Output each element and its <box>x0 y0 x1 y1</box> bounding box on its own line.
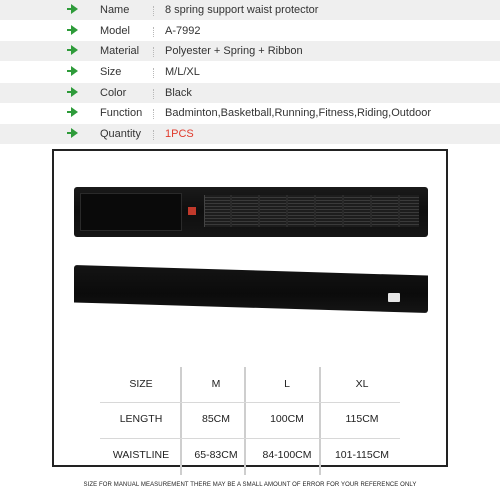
size-cell: 115CM <box>345 413 379 425</box>
size-cell: 84-100CM <box>262 449 312 461</box>
header-cell: M <box>211 378 221 390</box>
spec-value: Black <box>165 87 192 99</box>
spec-label: Color <box>100 86 127 99</box>
arrow-right-icon <box>71 4 78 14</box>
spec-row-size <box>0 62 500 82</box>
size-cell: 85CM <box>201 413 230 425</box>
spec-row-model <box>0 21 500 41</box>
spec-value: A-7992 <box>165 25 200 37</box>
row-label: WAISTLINE <box>112 449 170 461</box>
size-row-waistline <box>99 437 399 473</box>
spec-value: M/L/XL <box>165 66 200 78</box>
spec-label: Model <box>100 24 130 37</box>
spec-row-material <box>0 41 500 61</box>
header-cell: XL <box>355 378 369 390</box>
size-cell: 65-83CM <box>194 449 238 461</box>
size-cell: 101-115CM <box>334 449 390 461</box>
size-chart <box>99 367 399 473</box>
waist-belt-back-image <box>74 265 428 313</box>
arrow-right-icon <box>71 87 78 97</box>
spec-label: Size <box>100 66 122 79</box>
header-cell: SIZE <box>129 378 153 390</box>
arrow-right-icon <box>71 45 78 55</box>
measurement-footnote: SIZE FOR MANUAL MEASUREMENT THERE MAY BE A SMALL AMOUNT OF ERROR FOR YOUR REFERENCE ONLY <box>83 482 417 488</box>
spec-value: Polyester + Spring + Ribbon <box>165 45 303 57</box>
arrow-right-icon <box>71 25 78 35</box>
spec-row-color <box>0 83 500 103</box>
row-label: LENGTH <box>119 413 163 425</box>
arrow-right-icon <box>71 128 78 138</box>
velcro-panel <box>80 193 182 231</box>
spring-stays <box>204 195 418 227</box>
care-label <box>388 293 400 302</box>
size-row-length <box>99 401 399 437</box>
header-cell: L <box>284 378 290 390</box>
spec-row-name <box>0 0 500 20</box>
spec-label: Name <box>100 4 130 16</box>
arrow-right-icon <box>71 107 78 117</box>
arrow-right-icon <box>71 66 78 76</box>
spec-row-quantity <box>0 124 500 144</box>
size-cell: 100CM <box>270 413 304 425</box>
brand-tag <box>188 207 196 215</box>
spec-label: Function <box>100 107 143 120</box>
spec-label: Material <box>100 45 140 58</box>
spec-table <box>0 0 500 145</box>
waist-belt-front-image <box>74 187 428 237</box>
spec-value-quantity: 1PCS <box>165 128 194 140</box>
size-header-row <box>99 367 399 401</box>
spec-value: 8 spring support waist protector <box>165 4 318 16</box>
spec-label: Quantity <box>100 128 141 141</box>
spec-row-function <box>0 103 500 123</box>
spec-value: Badminton,Basketball,Running,Fitness,Riding,Outdoor <box>165 107 431 119</box>
